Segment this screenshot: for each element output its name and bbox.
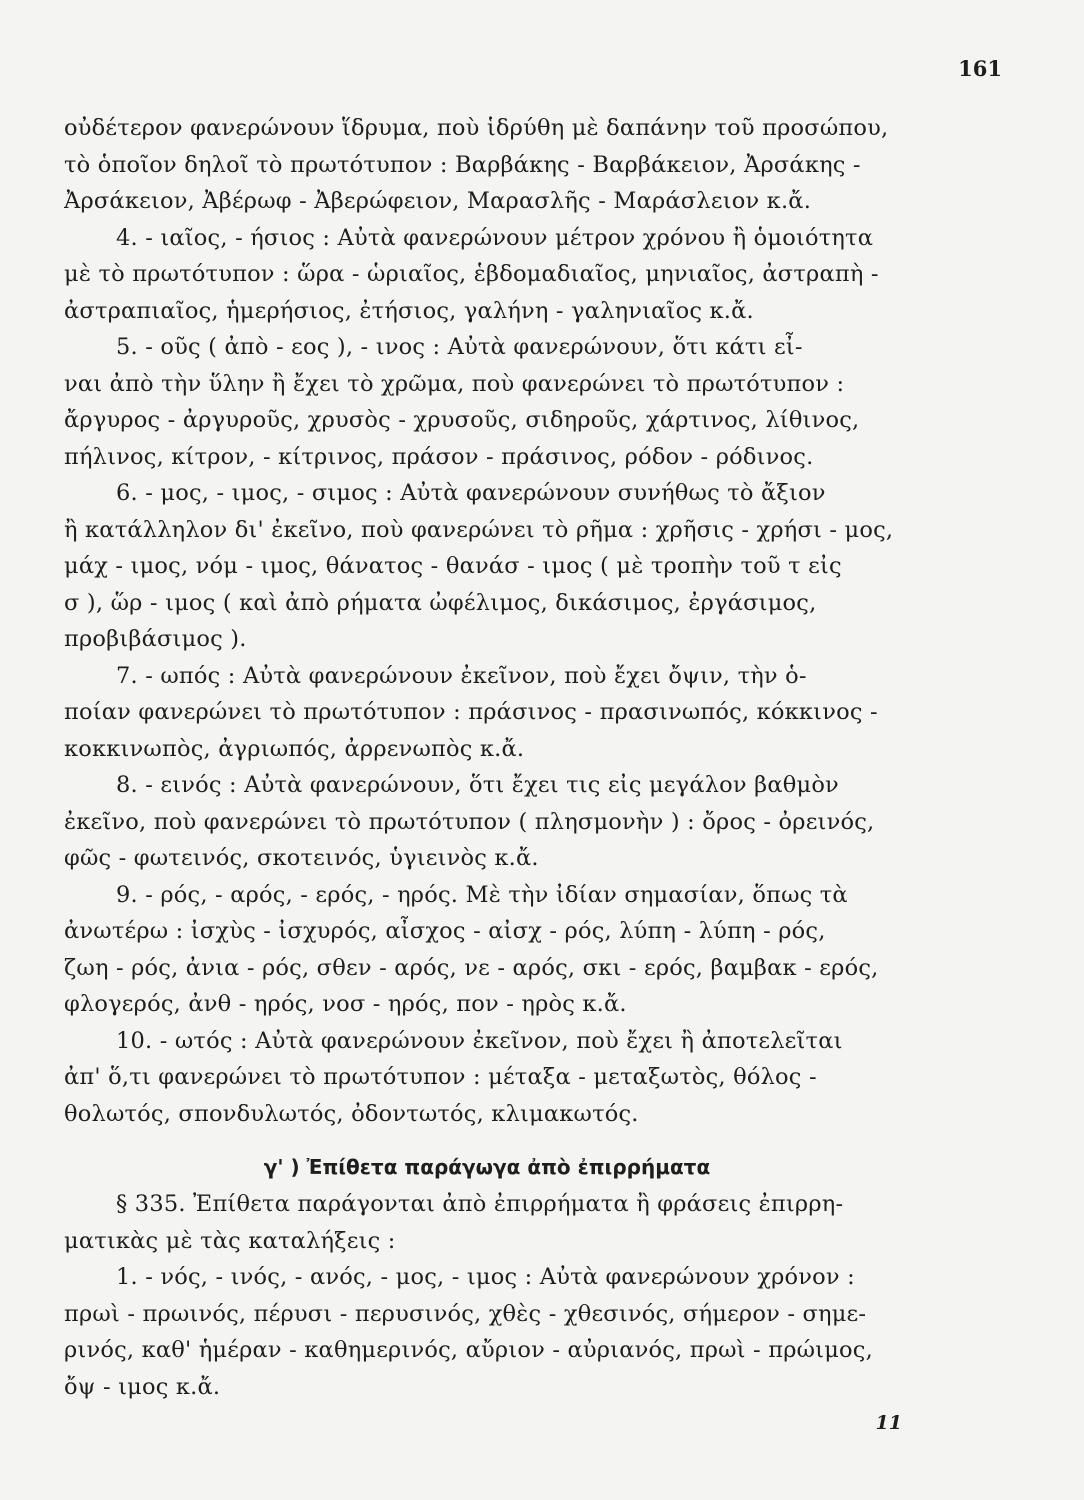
text-line: 6. - μος, - ιμος, - σιμος : Αὐτὰ φανερώνουν συνήθως τὸ ἄξιον bbox=[116, 480, 826, 506]
text-line: 5. - οῦς ( ἀπὸ - εος ), - ινος : Αὐτὰ φανερώνουν, ὅτι κάτι εἶ- bbox=[116, 334, 803, 360]
text-line: ἀστραπιαῖος, ἡμερήσιος, ἐτήσιος, γαλήνη - γαληνιαῖος κ.ἄ. bbox=[64, 297, 754, 324]
text-line: σ ), ὥρ - ιμος ( καὶ ἀπὸ ρήματα ὠφέλιμος, δικάσιμος, ἐργάσιμος, bbox=[64, 589, 817, 616]
text-line: ἐκεῖνο, ποὺ φανερώνει τὸ πρωτότυπον ( πλησμονὴν ) : ὄρος - ὀρεινός, bbox=[64, 808, 875, 835]
text-line: 10. - ωτός : Αὐτὰ φανερώνουν ἐκεῖνον, ποὺ ἔχει ἢ ἀποτελεῖται bbox=[116, 1027, 843, 1054]
text-line: τὸ ὁποῖον δηλοῖ τὸ πρωτότυπον : Βαρβάκης - Βαρβάκειον, Ἀρσάκης - bbox=[64, 151, 861, 178]
text-line: ἄργυρος - ἀργυροῦς, χρυσὸς - χρυσοῦς, σιδηροῦς, χάρτινος, λίθινος, bbox=[64, 407, 860, 433]
text-line: ἀπ' ὅ,τι φανερώνει τὸ πρωτότυπον : μέταξα - μεταξωτὸς, θόλος - bbox=[64, 1064, 817, 1090]
text-line: 8. - εινός : Αὐτὰ φανερώνουν, ὅτι ἔχει τις εἰς μεγάλον βαθμὸν bbox=[116, 772, 839, 798]
text-line: ὄψ - ιμος κ.ἄ. bbox=[64, 1373, 221, 1400]
text-line: 7. - ωπός : Αὐτὰ φανερώνουν ἐκεῖνον, ποὺ ἔχει ὄψιν, τὴν ὁ- bbox=[116, 662, 807, 689]
text-line: ματικὰς μὲ τὰς καταλήξεις : bbox=[64, 1227, 396, 1254]
text-line: μὲ τὸ πρωτότυπον : ὥρα - ὡριαῖος, ἑβδομαδιαῖος, μηνιαῖος, ἀστραπὴ - bbox=[64, 261, 879, 287]
text-line: ζωη - ρός, ἀνια - ρός, σθεν - αρός, νε - αρός, σκι - ερός, βαμβακ - ερός, bbox=[64, 954, 879, 981]
body-text bbox=[64, 110, 910, 1405]
text-line: Ἀρσάκειον, Ἀβέρωφ - Ἀβερώφειον, Μαρασλῆς - Μαράσλειον κ.ἄ. bbox=[64, 188, 812, 214]
text-line: προβιβάσιμος ). bbox=[64, 626, 247, 652]
text-line: 4. - ιαῖος, - ήσιος : Αὐτὰ φανερώνουν μέτρον χρόνου ἢ ὁμοιότητα bbox=[116, 224, 874, 251]
text-line: ποίαν φανερώνει τὸ πρωτότυπον : πράσινος - πρασινωπός, κόκκινος - bbox=[64, 699, 878, 725]
text-line: ἀνωτέρω : ἰσχὺς - ἰσχυρός, αἶσχος - αἰσχ - ρός, λύπη - λύπη - ρός, bbox=[64, 918, 826, 944]
text-line: θολωτός, σπονδυλωτός, ὀδοντωτός, κλιμακωτός. bbox=[64, 1100, 639, 1127]
printer-signature: 11 bbox=[875, 1412, 902, 1434]
text-line: οὐδέτερον φανερώνουν ἵδρυμα, ποὺ ἱδρύθη μὲ δαπάνην τοῦ προσώπου, bbox=[64, 115, 889, 141]
page-number: 161 bbox=[958, 56, 1002, 81]
text-line: φῶς - φωτεινός, σκοτεινός, ὑγιεινὸς κ.ἄ. bbox=[64, 845, 539, 871]
text-line: πρωὶ - πρωινός, πέρυσι - περυσινός, χθὲς - χθεσινός, σήμερον - σημε- bbox=[64, 1300, 867, 1327]
text-line: ρινός, καθ' ἡμέραν - καθημερινός, αὔριον - αὐριανός, πρωὶ - πρώιμος, bbox=[64, 1337, 873, 1363]
text-line: φλογερός, ἀνθ - ηρός, νοσ - ηρός, πον - ηρὸς κ.ἄ. bbox=[64, 991, 627, 1017]
text-line: 1. - νός, - ινός, - ανός, - μος, - ιμος : Αὐτὰ φανερώνουν χρόνον : bbox=[116, 1264, 855, 1290]
text-line: 9. - ρός, - αρός, - ερός, - ηρός. Μὲ τὴν ἰδίαν σημασίαν, ὅπως τὰ bbox=[116, 881, 848, 908]
text-line: ἢ κατάλληλον δι' ἐκεῖνο, ποὺ φανερώνει τὸ ρῆμα : χρῆσις - χρήσι - μος, bbox=[64, 516, 894, 543]
section-heading: γ' ) Ἐπίθετα παράγωγα ἀπὸ ἐπιρρήματα bbox=[263, 1155, 711, 1179]
text-line: μάχ - ιμος, νόμ - ιμος, θάνατος - θανάσ - ιμος ( μὲ τροπὴν τοῦ τ εἰς bbox=[64, 553, 842, 579]
text-line: κοκκινωπὸς, ἀγριωπός, ἀρρενωπὸς κ.ἄ. bbox=[64, 735, 525, 762]
text-line: πήλινος, κίτρον, - κίτρινος, πράσον - πράσινος, ρόδον - ρόδινος. bbox=[64, 443, 814, 470]
text-line: ναι ἀπὸ τὴν ὕλην ἢ ἔχει τὸ χρῶμα, ποὺ φανερώνει τὸ πρωτότυπον : bbox=[64, 370, 845, 397]
text-line: § 335. Ἐπίθετα παράγονται ἀπὸ ἐπιρρήματα ἢ φράσεις ἐπιρρη- bbox=[116, 1191, 844, 1217]
